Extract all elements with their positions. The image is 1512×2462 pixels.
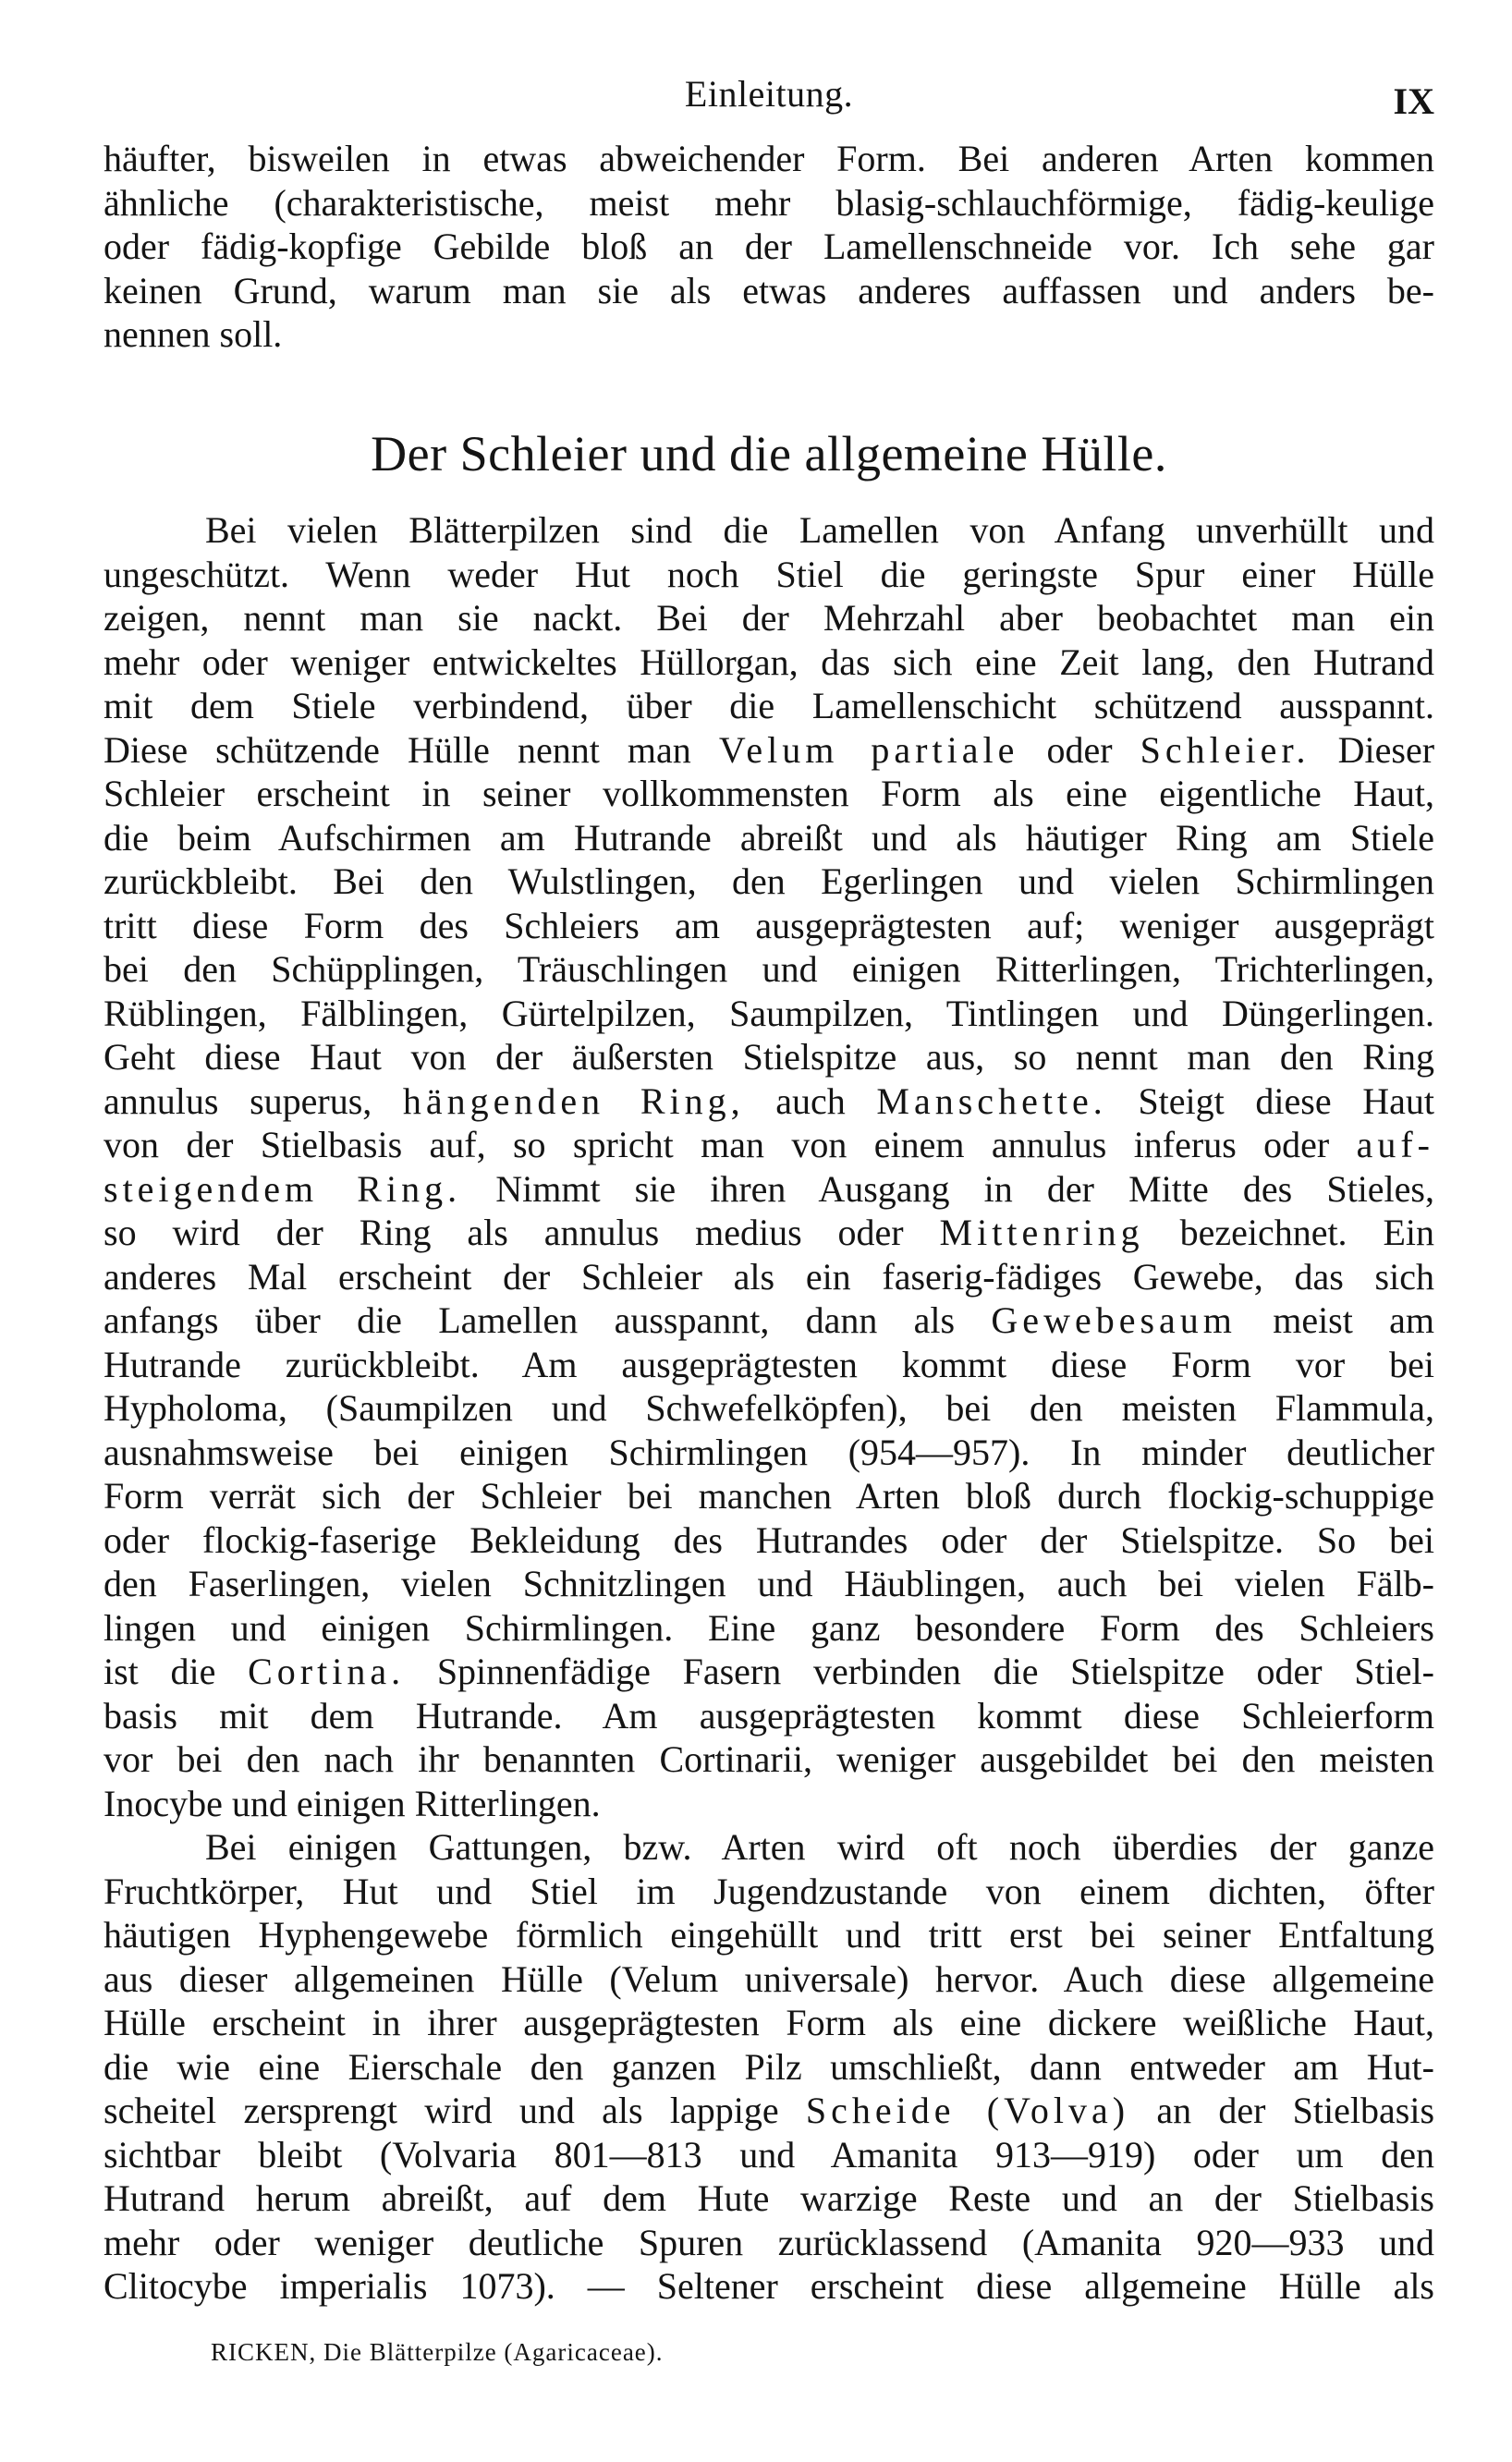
spaced-term: Gewebesaum (991, 1299, 1237, 1341)
text-line: Geht diese Haut von der äußersten Stielspitze aus, so nennt man den Ring (104, 1036, 1434, 1078)
text-line: Hutrande zurückbleibt. Am ausgeprägtesten kommt diese Form vor bei (104, 1343, 1434, 1385)
text-line: häutigen Hyphengewebe förmlich eingehüllt und tritt erst bei seiner Entfaltung (104, 1914, 1434, 1956)
text-line: zeigen, nennt man sie nackt. Bei der Mehrzahl aber beobachtet man ein (104, 597, 1434, 639)
spaced-term: Scheide (Volva) (805, 2090, 1130, 2131)
text-line (104, 1167, 1434, 1212)
text-line: ähnliche (charakteristische, meist mehr blasig-schlauchförmige, fädig-keulige (104, 181, 1434, 224)
text-line (104, 1079, 1434, 1124)
intro-paragraph (104, 137, 1434, 357)
text-line: Hutrand herum abreißt, auf dem Hute warzige Reste und an der Stielbasis (104, 2177, 1434, 2219)
text-line: anderes Mal erscheint der Schleier als ein faserig-fädiges Gewebe, das sich (104, 1255, 1434, 1298)
text-line: mehr oder weniger entwickeltes Hüllorgan, das sich eine Zeit lang, den Hutrand (104, 640, 1434, 683)
spaced-term: Velum partiale (718, 728, 1019, 771)
spaced-term: auf- (1356, 1124, 1434, 1165)
text-line (104, 728, 1434, 773)
text-line: die wie eine Eierschale den ganzen Pilz umschließt, dann entweder am Hut- (104, 2045, 1434, 2088)
text-line: oder fädig-kopfige Gebilde bloß an der Lamellenschneide vor. Ich sehe gar (104, 225, 1434, 267)
text-line: ungeschützt. Wenn weder Hut noch Stiel die geringste Spur einer Hülle (104, 553, 1434, 595)
text-line: Form verrät sich der Schleier bei manchen Arten bloß durch flockig-schuppige (104, 1475, 1434, 1517)
text-line: Clitocybe imperialis 1073). — Seltener erscheint diese allgemeine Hülle als (104, 2265, 1434, 2307)
text-segment: ist die (104, 1651, 216, 1692)
text-line: Inocybe und einigen Ritterlingen. (104, 1782, 601, 1824)
spaced-term: Schleier. (1140, 728, 1311, 771)
text-line: sichtbar bleibt (Volvaria 801—813 und Amanita 913—919) oder um den (104, 2133, 1434, 2176)
text-line: häufter, bisweilen in etwas abweichender Form. Bei anderen Arten kommen (104, 138, 1434, 179)
text-line (104, 1650, 1434, 1694)
text-segment: Nimmt sie ihren Ausgang in der Mitte des Stieles, (495, 1167, 1434, 1210)
text-line (104, 2089, 1434, 2133)
spaced-term: hängenden Ring, (402, 1079, 745, 1122)
text-segment: bezeichnet. Ein (1179, 1212, 1434, 1253)
spaced-term: Mittenring (939, 1212, 1144, 1253)
spaced-term: steigendem Ring. (104, 1167, 462, 1210)
text-segment: oder (1046, 728, 1113, 771)
body-text (104, 508, 1434, 2309)
text-segment: Spinnenfädige Fasern verbinden die Stielspitze oder Stiel- (436, 1651, 1434, 1692)
text-line: basis mit dem Hutrande. Am ausgeprägtesten kommt diese Schleierform (104, 1694, 1434, 1737)
page-number: IX (1393, 80, 1434, 122)
text-segment: Dieser (1337, 728, 1434, 771)
text-line: Hülle erscheint in ihrer ausgeprägtesten Form als eine dickere weißliche Haut, (104, 2002, 1434, 2043)
text-line: keinen Grund, warum man sie als etwas anderes auffassen und anders be- (104, 269, 1434, 311)
text-line: oder flockig-faserige Bekleidung des Hutrandes oder der Stielspitze. So bei (104, 1518, 1434, 1561)
text-line: mehr oder weniger deutliche Spuren zurücklassend (Amanita 920—933 und (104, 2221, 1434, 2263)
text-segment: Diese schützende Hülle nennt man (104, 728, 691, 771)
spaced-term: Manschette. (876, 1079, 1107, 1122)
text-line: den Faserlingen, vielen Schnitzlingen und Häublingen, auch bei vielen Fälb- (104, 1563, 1434, 1604)
text-line: Schleier erscheint in seiner vollkommensten Form als eine eigentliche Haut, (104, 773, 1434, 814)
text-segment: auch (775, 1079, 846, 1122)
text-line: zurückbleibt. Bei den Wulstlingen, den Egerlingen und vielen Schirmlingen (104, 860, 1434, 902)
section-heading: Der Schleier und die allgemeine Hülle. (371, 426, 1167, 481)
text-segment: annulus superus, (104, 1079, 372, 1122)
text-line: bei den Schüpplingen, Träuschlingen und einigen Ritterlingen, Trichterlingen, (104, 948, 1434, 990)
text-segment: meist am (1273, 1299, 1434, 1341)
running-head (104, 65, 1434, 120)
text-line: vor bei den nach ihr benannten Cortinarii, weniger ausgebildet bei den meisten (104, 1738, 1434, 1780)
text-line: lingen und einigen Schirmlingen. Eine ganz besondere Form des Schleiers (104, 1606, 1434, 1649)
text-segment: scheitel zersprengt wird und als lappige (104, 2090, 779, 2131)
footer-signature: RICKEN, Die Blätterpilze (Agaricaceae). (211, 2338, 664, 2366)
text-line: aus dieser allgemeinen Hülle (Velum universale) hervor. Auch diese allgemeine (104, 1957, 1434, 2000)
text-segment: von der Stielbasis auf, so spricht man von einem annulus inferus oder (104, 1124, 1330, 1165)
text-segment: anfangs über die Lamellen ausspannt, dann als (104, 1299, 956, 1341)
text-line (104, 1211, 1434, 1255)
spaced-term: Cortina. (248, 1651, 406, 1692)
text-line: Rüblingen, Fälblingen, Gürtelpilzen, Saumpilzen, Tintlingen und Düngerlingen. (104, 992, 1434, 1034)
text-segment: so wird der Ring als annulus medius oder (104, 1212, 904, 1253)
text-line: ausnahmsweise bei einigen Schirmlingen (954—957). In minder deutlicher (104, 1431, 1434, 1473)
text-line: Hypholoma, (Saumpilzen und Schwefelköpfen), bei den meisten Flammula, (104, 1387, 1434, 1429)
text-line: Fruchtkörper, Hut und Stiel im Jugendzustande von einem dichten, öfter (104, 1870, 1434, 1912)
text-line: mit dem Stiele verbindend, über die Lamellenschicht schützend ausspannt. (104, 685, 1434, 726)
text-segment: an der Stielbasis (1156, 2090, 1434, 2131)
text-line: tritt diese Form des Schleiers am ausgeprägtesten auf; weniger ausgeprägt (104, 904, 1434, 946)
text-line: Bei einigen Gattungen, bzw. Arten wird oft noch überdies der ganze (205, 1826, 1434, 1868)
text-line: nennen soll. (104, 313, 283, 355)
text-line (104, 1298, 1434, 1343)
text-line (104, 1123, 1434, 1167)
text-line: die beim Aufschirmen am Hutrande abreißt und als häutiger Ring am Stiele (104, 816, 1434, 859)
running-title: Einleitung. (684, 73, 854, 115)
text-segment: Steigt diese Haut (1138, 1079, 1434, 1122)
text-line: Bei vielen Blätterpilzen sind die Lamellen von Anfang unverhüllt und (205, 509, 1434, 551)
